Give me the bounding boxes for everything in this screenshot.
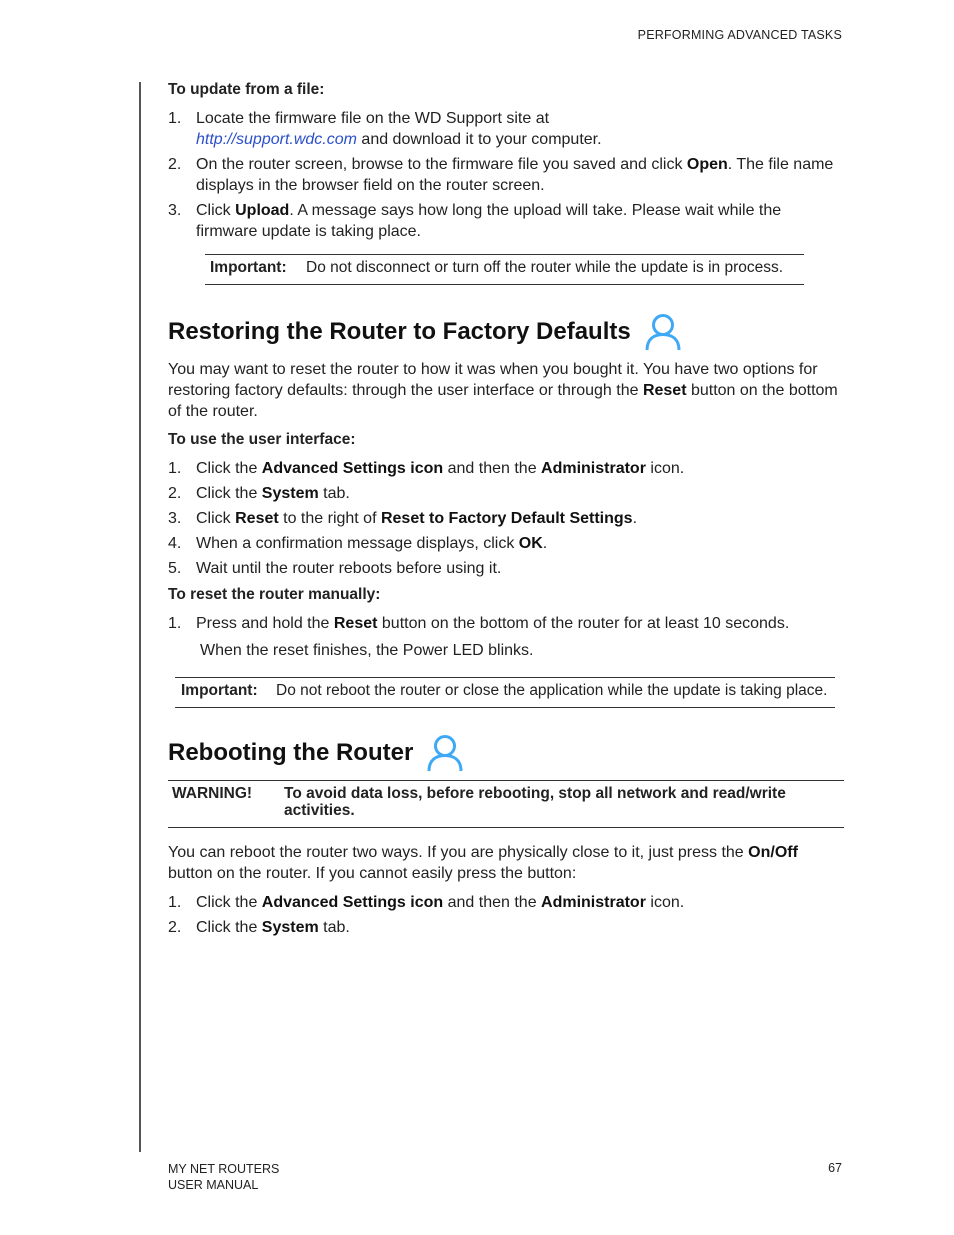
intro-text: button on the bottom of the router. [168, 382, 838, 420]
step-text: On the router screen, browse to the firmware file you saved and click [196, 156, 687, 173]
reboot-intro [168, 842, 844, 884]
step-bold: Administrator [541, 894, 646, 911]
warning-label: WARNING! [172, 785, 253, 802]
step-bold: Advanced Settings icon [261, 460, 444, 477]
step-text: Click the [196, 894, 262, 911]
step-text: to the right of [278, 510, 381, 527]
step-bold: Reset [333, 615, 378, 632]
step-text: . [542, 535, 548, 552]
step-bold: Upload [235, 202, 290, 219]
step-number: 3. [168, 202, 182, 219]
list-item [168, 558, 844, 579]
intro-bold: Reset [642, 382, 687, 399]
step-number: 3. [168, 510, 182, 527]
step-text: . [632, 510, 638, 527]
intro-text: You may want to reset the router to how it was when you bought it. You have two options for restoring factory defaults: through the user interface or through the [168, 361, 818, 399]
step-text: icon. [645, 894, 685, 911]
step-bold: Open [686, 156, 728, 173]
manual-steps [168, 613, 844, 634]
step-number: 1. [168, 615, 182, 632]
intro-text: You can reboot the router two ways. If you are physically close to it, just press the [168, 844, 749, 861]
step-text: tab. [318, 919, 350, 936]
step-bold: Reset to Factory Default Settings [380, 510, 633, 527]
footer-product [168, 1161, 279, 1193]
step-text: Click [196, 510, 236, 527]
list-item [168, 613, 844, 634]
section-title-text: Restoring the Router to Factory Defaults [168, 318, 631, 345]
step-bold: System [261, 919, 319, 936]
list-item [168, 917, 844, 938]
step-number: 2. [168, 485, 182, 502]
section-title-text: Rebooting the Router [168, 739, 414, 766]
step-text: . The file name displays in the browser field on the router screen. [196, 156, 834, 194]
step-text: and download it to your computer. [356, 131, 602, 148]
step-text: Click the [196, 485, 262, 502]
running-header: PERFORMING ADVANCED TASKS [637, 28, 842, 42]
step-number: 2. [168, 156, 182, 173]
list-item [168, 483, 844, 504]
ui-steps [168, 458, 844, 579]
list-item [168, 533, 844, 554]
footer-line: MY NET ROUTERS [168, 1162, 280, 1176]
step-number: 1. [168, 110, 182, 127]
step-bold: OK [518, 535, 543, 552]
user-icon [427, 734, 463, 772]
step-number: 1. [168, 460, 182, 477]
step-text: . A message says how long the upload will take. Please wait while the firmware update is taking place. [196, 202, 782, 240]
manual-followup: When the reset finishes, the Power LED blinks. [200, 642, 534, 659]
ui-subheading: To use the user interface: [168, 431, 356, 448]
update-subheading: To update from a file: [168, 81, 325, 98]
step-number: 4. [168, 535, 182, 552]
manual-subheading: To reset the router manually: [168, 586, 381, 603]
step-bold: Administrator [541, 460, 646, 477]
step-bold: Advanced Settings icon [261, 894, 444, 911]
step-bold: System [261, 485, 319, 502]
step-text: Wait until the router reboots before using it. [196, 560, 502, 577]
step-number: 2. [168, 919, 182, 936]
note-label: Important: [210, 259, 287, 276]
margin-rule [139, 82, 141, 1152]
list-item [168, 458, 844, 479]
intro-bold: On/Off [748, 844, 798, 861]
list-item [168, 508, 844, 529]
page-content [168, 80, 844, 944]
step-text: When a confirmation message displays, click [196, 535, 519, 552]
footer-line: USER MANUAL [168, 1178, 259, 1192]
list-item [168, 108, 844, 150]
step-text: Click the [196, 919, 262, 936]
list-item [168, 154, 844, 196]
note-text: Do not disconnect or turn off the router while the update is in process. [306, 259, 784, 276]
update-steps [168, 108, 844, 242]
important-note-update [205, 254, 804, 285]
support-link[interactable]: http://support.wdc.com [196, 131, 357, 148]
step-text: and then the [443, 894, 542, 911]
step-text: and then the [443, 460, 542, 477]
section-title-reboot [168, 734, 844, 772]
list-item [168, 892, 844, 913]
warning-text: To avoid data loss, before rebooting, stop all network and read/write activities. [284, 785, 786, 819]
warning-note [168, 780, 844, 828]
user-icon [645, 313, 681, 351]
important-note-reset [175, 677, 835, 708]
step-text: Locate the firmware file on the WD Support site at [196, 110, 550, 127]
step-text: Click the [196, 460, 262, 477]
restore-intro [168, 359, 844, 422]
step-text: Click [196, 202, 236, 219]
step-text: Press and hold the [196, 615, 334, 632]
list-item [168, 200, 844, 242]
reboot-steps [168, 892, 844, 938]
section-title-restore [168, 313, 844, 351]
note-text: Do not reboot the router or close the application while the update is taking place. [276, 682, 828, 699]
step-text: button on the bottom of the router for at least 10 seconds. [377, 615, 790, 632]
intro-text: button on the router. If you cannot easily press the button: [168, 865, 577, 882]
step-text: tab. [318, 485, 350, 502]
note-label: Important: [181, 682, 258, 699]
page-number: 67 [828, 1161, 842, 1175]
step-text: icon. [645, 460, 685, 477]
step-bold: Reset [235, 510, 279, 527]
step-number: 5. [168, 560, 182, 577]
step-number: 1. [168, 894, 182, 911]
